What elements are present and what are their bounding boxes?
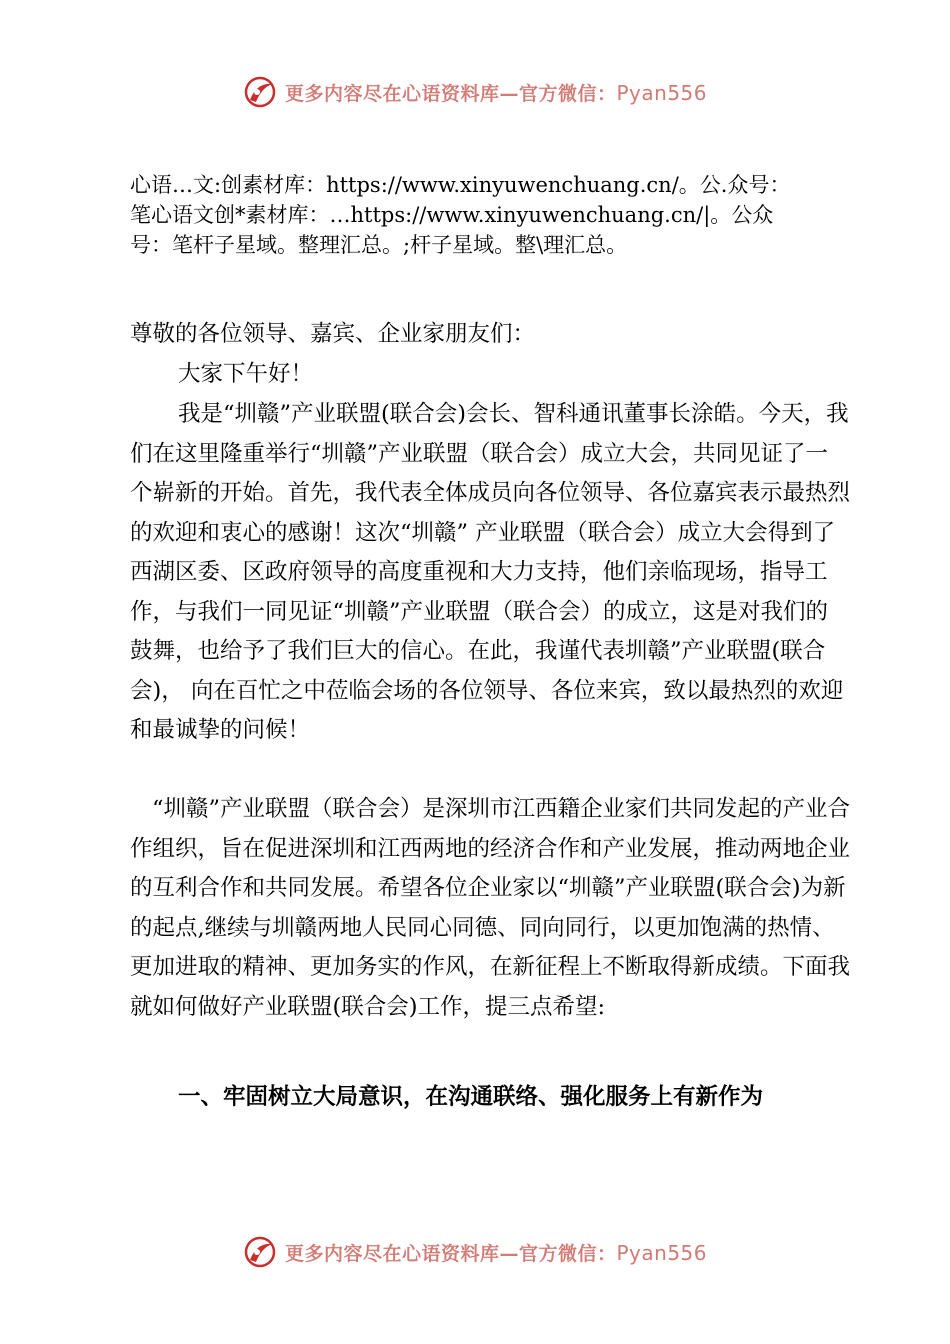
footer-banner [0,1230,950,1274]
watermark-line: 心语…文:创素材库：https://www.xinyuwenchuang.cn/。公.众号： [130,173,791,197]
salutation: 尊敬的各位领导、嘉宾、企业家朋友们： [130,321,536,347]
watermark-line: 笔心语文创*素材库：…https://www.xinyuwenchuang.cn/|。公众 [130,203,774,227]
banner-text: 更多内容尽在心语资料库—官方微信：Pyan556 [284,80,708,105]
paragraph-1: 我是“圳赣”产业联盟(联合会)会长、智科通讯董事长涂皓。今天，我们在这里隆重举行“圳赣”产业联盟（联合会）成立大会，共同见证了一个崭新的开始。首先，我代表全体成员向各位领导、各位嘉宾表示最热烈的欢迎和衷心的感谢！这次“圳赣” 产业联盟（联合会）成立大会得到了西湖区委、区政府领导的高度重视和大力支持，他们亲临现场，指导工作，与我们一同见证“圳赣”产业联盟（联合会）的成立，这是对我们的鼓舞，也给予了我们巨大的信心。在此，我谨代表圳赣”产业联盟(联合会)， 向在百忙之中莅临会场的各位领导、各位来宾，致以最热烈的欢迎和最诚挚的问候！ [130,401,851,743]
source-watermark-text [130,170,890,260]
paragraph-2: “圳赣”产业联盟（联合会）是深圳市江西籍企业家们共同发起的产业合作组织，旨在促进深圳和江西两地的经济合作和产业发展，推动两地企业的互利合作和共同发展。希望各位企业家以“圳赣”产业联盟(联合会)为新的起点,继续与圳赣两地人民同心同德、同向同行，以更加饱满的热情、更加进取的精神、更加务实的作风，在新征程上不断取得新成绩。下面我就如何做好产业联盟(联合会)工作，提三点希望: [130,796,851,1020]
wechat-id: Pyan556 [616,80,708,105]
logo-icon [243,1235,277,1269]
watermark-line: 号：笔杆子星域。整理汇总。;杆子星域。整\理汇总。 [130,233,628,257]
header-banner [0,70,950,114]
banner-text: 更多内容尽在心语资料库—官方微信：Pyan556 [284,1240,708,1265]
greeting: 大家下午好！ [178,361,314,387]
section-heading-1: 一、牢固树立大局意识，在沟通联络、强化服务上有新作为 [178,1084,764,1110]
logo-icon [243,75,277,109]
wechat-id: Pyan556 [616,1240,708,1265]
